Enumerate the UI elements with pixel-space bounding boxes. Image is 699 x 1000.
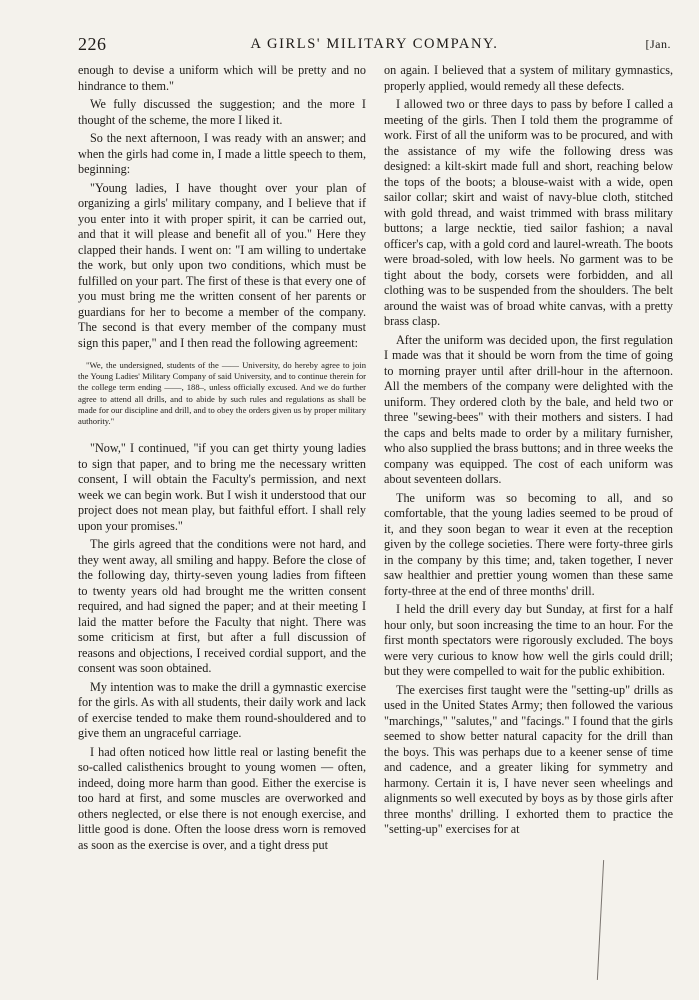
margin-pencil-mark: [597, 860, 604, 980]
paragraph: on again. I believed that a system of military gymnastics, properly applied, would remedy all these defects.: [384, 63, 673, 93]
paragraph: "Young ladies, I have thought over your plan of organizing a girls' military company, and I believe that if you enter into it with proper spirit, it can be carried out, and that it will please and benefit all of you." Here they clapped their hands. I went on: "I am willing to undertake the work, but only upon two conditions, which must be fulfilled on your part. The first of these is that every one of you must bring me the written consent of her parents or guardians for her to become a member of the company. The second is that every member of the company must sign this paper," and I then read the following agreement:: [78, 180, 366, 350]
paragraph: enough to devise a uniform which will be pretty and no hindrance to them.": [78, 63, 366, 93]
page-number: 226: [78, 34, 107, 54]
paragraph: My intention was to make the drill a gymnastic exercise for the girls. As with all students, their daily work and lack of exercise tended to make them round-shouldered and to give them an ungraceful carriage.: [78, 679, 366, 741]
agreement-quote: "We, the undersigned, students of the —— University, do hereby agree to join the Young Ladies' Military Company of said University, and to continue therein for the college term ending ——, 188–, unless officially excused. And we do further agree to attend all drills, and to abide by such rules and regulations as shall be made for our discipline and drill, and to obey the orders given us by proper military authority.": [78, 360, 366, 427]
paragraph: The exercises first taught were the "setting-up" drills as used in the United States Army; then followed the various "marchings," "salutes," and "facings." I found that the girls seemed to show better natural capacity for the drill than the boys. This was perhaps due to a keener sense of time and cadence, and a greater liking for symmetry and harmony. Certain it is, I have never seen wheelings and alignments so well executed by boys as by those girls after three months' drilling. I exhorted them to practice the "setting-up" exercises for at: [384, 682, 673, 836]
paragraph: The girls agreed that the conditions were not hard, and they went away, all smiling and happy. Before the close of the following day, thirty-seven young ladies from fifteen to twenty years old had brought me the written consent required, and had signed the paper; and at their meeting I laid the matter before the Faculty that night. There was some criticism at first, but after a full discussion of reasons and objections, I received cordial support, and the consent was soon obtained.: [78, 537, 366, 676]
left-column: [78, 63, 366, 856]
paragraph: I allowed two or three days to pass by before I called a meeting of the girls. Then I told them the programme of work. First of all the uniform was to be procured, and with the assistance of my wife the following dress was designed: a kilt-skirt made full and short, reaching below the tops of the boots; a blouse-waist with a wide, open sailor collar; skirt and waist of navy-blue cloth, stitched with gold thread, and waist trimmed with brass military buttons; a large necktie, tied sailor fashion; a naval officer's cap, with a gold cord and laurel-wreath. The boots were broad-soled, with low heels. No garment was to be tight about the body, corsets were forbidden, and all clothing was to be suspended from the shoulders. The belt around the waist was of broad white canvas, with a pretty brass clasp.: [384, 97, 673, 328]
running-title: A GIRLS' MILITARY COMPANY.: [250, 36, 499, 52]
paragraph: After the uniform was decided upon, the first regulation I made was that it should be worn from the time of going to morning prayer until after drill-hour in the afternoon. All the members of the company were delighted with the uniform. They ordered cloth by the bale, and held two or three "sewing-bees" with their mothers and sisters. I had the caps and belts made to order by a military furnisher, who also supplied the brass buttons; and in three weeks the company was equipped. The cost of each uniform was about seventeen dollars.: [384, 332, 673, 486]
paragraph: I held the drill every day but Sunday, at first for a half hour only, but soon increasing the time to an hour. For the first month spectators were rigorously excluded. The boys were very curious to know how well the girls could drill; but they were compelled to wait for the public exhibition.: [384, 602, 673, 678]
paragraph: I had often noticed how little real or lasting benefit the so-called calisthenics brought to young women — often, indeed, doing more harm than good. Either the exercise is too hard at first, and some muscles are overworked and others neglected, or else there is not enough exercise, and little good is done. Often the loose dress worn is removed as soon as the exercise is over, and a tight dress put: [78, 744, 366, 852]
right-column: [384, 63, 673, 841]
issue-month: [Jan.: [645, 37, 671, 51]
running-header: [78, 34, 671, 56]
paragraph: So the next afternoon, I was ready with an answer; and when the girls had come in, I made a little speech to them, beginning:: [78, 131, 366, 176]
paragraph: The uniform was so becoming to all, and so comfortable, that the young ladies seemed to be proud of it, and they soon began to wear it even at the reception given by the college societies. There were forty-three girls in the company by this time; and, taken together, I never saw healthier and prettier young women than these same forty-three at the end of three months' drill.: [384, 490, 673, 598]
paragraph: We fully discussed the suggestion; and the more I thought of the scheme, the more I liked it.: [78, 97, 366, 127]
paragraph: "Now," I continued, "if you can get thirty young ladies to sign that paper, and to bring me the necessary written consent, I will obtain the Faculty's permission, and next week we can begin work. But I wish it understood that our project does not mean play, but faithful effort. I shall rely upon your promises.": [78, 441, 366, 533]
